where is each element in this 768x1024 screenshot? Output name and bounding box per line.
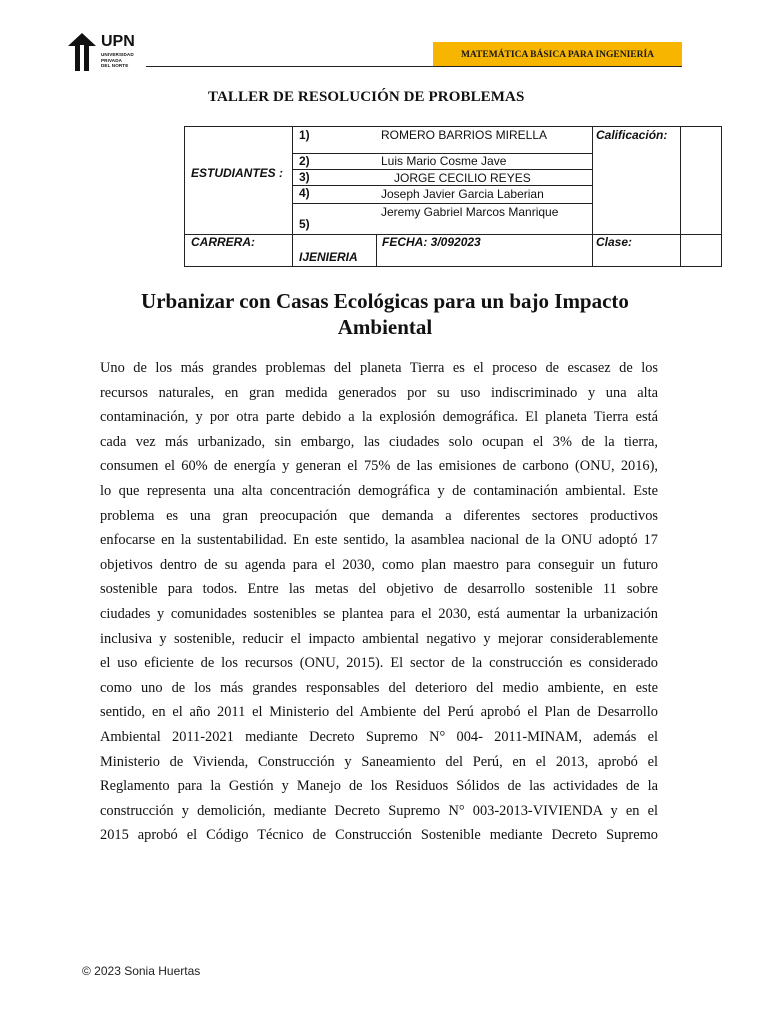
date-label: FECHA: 3/092023 — [382, 235, 481, 249]
header-divider — [146, 66, 682, 67]
student-number: 3) — [299, 170, 310, 184]
body-line: el uso eficiente de los recursos (ONU, 2015). El sector de la construcción es considerado — [100, 655, 658, 672]
logo-subtitle-line: DEL NORTE — [101, 63, 129, 69]
body-line: sostenible para todos. Entre las metas del objetivo de desarrollo sostenible 11 sobre — [100, 581, 658, 598]
student-name: Jeremy Gabriel Marcos Manrique — [381, 205, 559, 219]
career-label: CARRERA: — [191, 235, 255, 249]
student-info-table — [184, 126, 722, 267]
logo-subtitle-line: PRIVADA — [101, 57, 123, 63]
logo-subtitle — [101, 52, 141, 69]
body-line: enfocarse en la sustentabilidad. En este sentido, la asamblea nacional de la ONU adoptó 17 — [100, 532, 658, 549]
student-name: JORGE CECILIO REYES — [394, 171, 531, 185]
body-line: inclusiva y sostenible, reducir el impacto ambiental negativo y mejorar considerablemente — [100, 630, 658, 647]
student-number: 5) — [299, 217, 310, 231]
body-line: cada vez más urbanizado, sin embargo, las ciudades solo ocupan el 3% de la tierra, — [100, 433, 658, 450]
student-name: Luis Mario Cosme Jave — [381, 154, 507, 168]
body-line: como uno de los más grandes responsables del deterioro del medio ambiente, en este — [100, 679, 658, 696]
body-line: Ambiental 2011-2021 mediante Decreto Supremo N° 004- 2011-MINAM, además el — [100, 728, 658, 745]
career-value: IJENIERIA — [299, 250, 358, 264]
body-line: contaminación, y por otra parte debido a la explosión demográfica. El planeta Tierra está — [100, 409, 658, 426]
body-line: recursos naturales, en gran medida generados por su uso indiscriminado y una alta — [100, 384, 658, 401]
course-banner: MATEMÁTICA BÁSICA PARA INGENIERÍA — [433, 42, 682, 66]
body-line: consumen el 60% de energía y generan el 75% de las emisiones de carbono (ONU, 2016), — [100, 458, 658, 475]
document-title: Urbanizar con Casas Ecológicas para un bajo Impacto Ambiental — [141, 289, 629, 339]
body-line: objetivos dentro de su agenda para el 2030, como plan maestro para conseguir un futuro — [100, 556, 658, 573]
body-line: 2015 aprobó el Código Técnico de Construcción Sostenible mediante Decreto Supremo — [100, 827, 658, 844]
logo-subtitle-line: UNIVERSIDAD — [101, 52, 134, 57]
body-line: problema es una gran preocupación que demanda a diferentes sectores productivos — [100, 507, 658, 524]
body-paragraph — [100, 356, 658, 848]
student-name: ROMERO BARRIOS MIRELLA — [381, 128, 548, 142]
upn-logo — [66, 33, 146, 73]
body-line: construcción y demolición, mediante Decreto Supremo N° 003-2013-VIVIENDA y en el — [100, 802, 658, 819]
student-number: 1) — [299, 128, 310, 142]
upn-torch-icon — [66, 33, 98, 71]
body-line: Ministerio de Vivienda, Construcción y Saneamiento del Perú, en el 2013, aprobó el — [100, 753, 658, 770]
grade-label: Calificación: — [596, 128, 668, 142]
workshop-title: TALLER DE RESOLUCIÓN DE PROBLEMAS — [208, 89, 525, 105]
class-label: Clase: — [596, 235, 633, 249]
footer-copyright: © 2023 Sonia Huertas — [82, 964, 201, 978]
student-name: Joseph Javier Garcia Laberian — [381, 187, 544, 201]
body-line: ciudades y comunidades sostenibles se plantea para el 2030, está aumentar la urbanización — [100, 605, 658, 622]
logo-name: UPN — [101, 33, 135, 50]
body-line: lo que representa una alta concentración demográfica y de contaminación ambiental. Este — [100, 482, 658, 499]
student-number: 4) — [299, 186, 310, 200]
body-line: Reglamento para la Gestión y Manejo de los Residuos Sólidos de las actividades de la — [100, 778, 658, 795]
students-label: ESTUDIANTES : — [191, 166, 284, 180]
body-line: Uno de los más grandes problemas del planeta Tierra es el proceso de escasez de los — [100, 360, 658, 376]
student-number: 2) — [299, 154, 310, 168]
body-line: sentido, en el año 2011 el Ministerio del Ambiente del Perú aprobó el Plan de Desarrollo — [100, 704, 658, 721]
